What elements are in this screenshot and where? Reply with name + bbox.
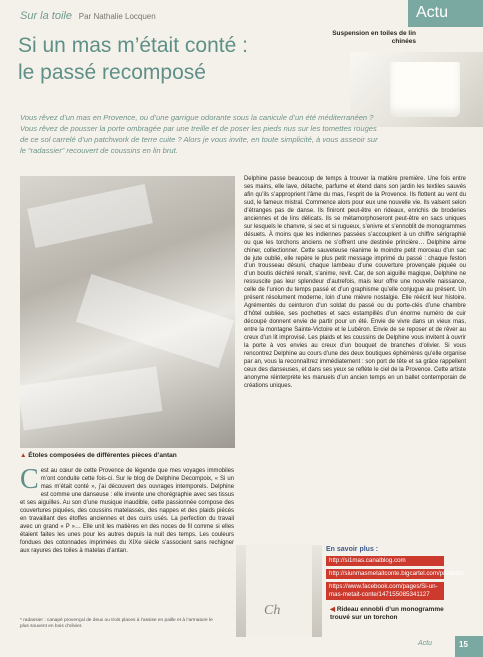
etoles-caption: ▲ Étoles composées de différentes pièces d’antan [20, 452, 177, 459]
caption-triangle-icon: ▲ [20, 452, 29, 459]
fabric-fold [76, 274, 234, 368]
page-number: 15 [459, 640, 468, 649]
article-headline [18, 32, 318, 86]
fabric-fold [27, 184, 153, 248]
blog-link[interactable]: http://si1mas.canalblog.com [326, 556, 444, 566]
more-info-title: En savoir plus : [326, 546, 379, 553]
section-tab: Actu [416, 4, 449, 21]
section-label: Sur la toile [20, 10, 72, 22]
drop-cap: C [20, 464, 39, 495]
footnote: * radassier : canapé provençal de deux ou trois places à l’assise en paille et à l’armature le plus souvent en bois d’olivier. [20, 618, 213, 630]
linen-stoles-photo [20, 176, 235, 448]
monogram-glyph: Ch [264, 603, 281, 618]
headline-line-1: Si un mas m’était conté : [18, 34, 248, 57]
shop-link[interactable]: http://siunmasmetaitconte.bigcartel.com/products [326, 569, 444, 579]
page-footer-label: Actu [418, 640, 433, 647]
fabric-fold [20, 366, 162, 430]
suspension-caption: Suspension en toiles de lin chinées [332, 30, 416, 45]
more-info-box [326, 546, 466, 603]
rubric [20, 10, 156, 22]
left-column-text: est au cœur de cette Provence de légende que mes voyages immobiles m’ont conduite cette fois-ci. Sur le blog de Delphine Decompoix, « Si un mas m’était conté », j’ai découvert des ouvrages intemporels. Delphine est comme une danseuse : elle invente une chorégraphie avec ses tissus et ses aiguilles. Au son d’une musique inaudible, cette passionnée compose des couvertures piquées, des coussins matelassés, des nappes et des plaids piécés en travaillant des étoffes anciennes et des cuirs usés. La perfection du travail avec un grand « P »… Elle unit les matières en des noces de fil comme si elles étaient faites les unes pour les autres depuis la nuit des temps. Les couleurs fondues des cotonnades imprimées du XIXe siècle s’associent sans rechigner aux rayures des toiles à matelas d’antan. [20, 468, 234, 554]
caption-triangle-icon: ◀ [330, 606, 337, 613]
article-body-right-column: Delphine passe beaucoup de temps à trouver la matière première. Une fois entre ses mains, elle lave, détache, parfume et étend dans son jardin les textiles sauvés afin qu’ils s’approprient l’âme du mas, l’esprit de la Provence. Ils flottent au vent du sud, le fameux mistral. Commence alors pour eux une nouvelle vie. Ils valsent selon d’étranges pas de danse. Ils finiront peut-être en rideaux, enrichis de broderies anciennes et de lins délicats. Ils se métamorphoseront peut-être en sacs uniques sur lesquels le chanvre, si sec et si rugueux, s’enivre et s’ennoblit de monogrammes désuets. À moins que les indiennes passées s’accouplent à un chiffre sérigraphié ou que les torchons anciens ne s’offrent une destinée princière… Delphine aime chiner, collectionner. Cette sauveteuse réanime le moindre petit morceau d’un sac de jute oublié, elle repère le plus petit message imprimé du passé : chaque feston d’un trousseau désuni, chaque lambeau d’une couverture provençale piquée ou d’un boutis déchiré renaît, s’anime, revit. Car, de son aiguille magique, Delphine ne ressuscite pas leur splendeur d’autrefois, mais leur offre une nouvelle naissance, celle de l’union du temps passé et d’un graphisme qu’elle conjugue au présent. Un présent résolument moderne, loin d’une mièvre nostalgie. Elle réécrit leur histoire. Agrémentés du ceinturon d’un soldat du passé ou du porte-clés d’une chambre d’hôtel oubliée, ses pochettes et sacs estampillés d’un énorme numéro de cuir découpé donnent envie de partir pour un été. Envie de vivre dans un vieux mas, entre la montagne Sainte-Victoire et le Lubéron. Envie de se reposer et de rêver au creux d’un lit improvisé. Les plaids et les coussins de Delphine vous invitent à ouvrir la porte à vos envies au creux d’un bouquet de branches d’olivier. Si vous rencontrez Delphine au cours d’une des deux boutiques éphémères qu’elle organise par an, vous la reconnaîtrez immédiatement : son port de tête et sa grâce rappellent ceux des danseuses, et dans ses yeux se reflète le ciel de la Provence. Cette artiste anonyme réinterprète les manuels d’un ancien temps en un ballet contemporain de créations uniques. [244, 176, 466, 389]
author-byline: Par Nathalie Locquen [78, 12, 156, 21]
lampshade-shape [390, 62, 460, 117]
rideau-caption: ◀ Rideau ennobli d’un monogramme trouvé sur un torchon [330, 606, 444, 621]
curtain-photo [236, 545, 322, 637]
headline-line-2: le passé recomposé [18, 61, 206, 84]
article-intro: Vous rêvez d’un mas en Provence, ou d’une garrigue odorante sous la canicule d’un été méditerranéen ? Vous rêvez de pousser la porte ombragée par une treille et de poser les pieds nus sur les tomettes rouges de ce sol carrelé d’un patchwork de terre cuite ? Alors je vous invite, en toute simplicité, à vous asseoir sur le “radassier” recouvert de coussins en lin brut. [20, 113, 378, 155]
facebook-link[interactable]: https://www.facebook.com/pages/Si-un-mas-metait-conte/147155085341127 [326, 582, 444, 600]
curtain-cloth [246, 545, 312, 637]
article-body-left-column [20, 464, 234, 555]
